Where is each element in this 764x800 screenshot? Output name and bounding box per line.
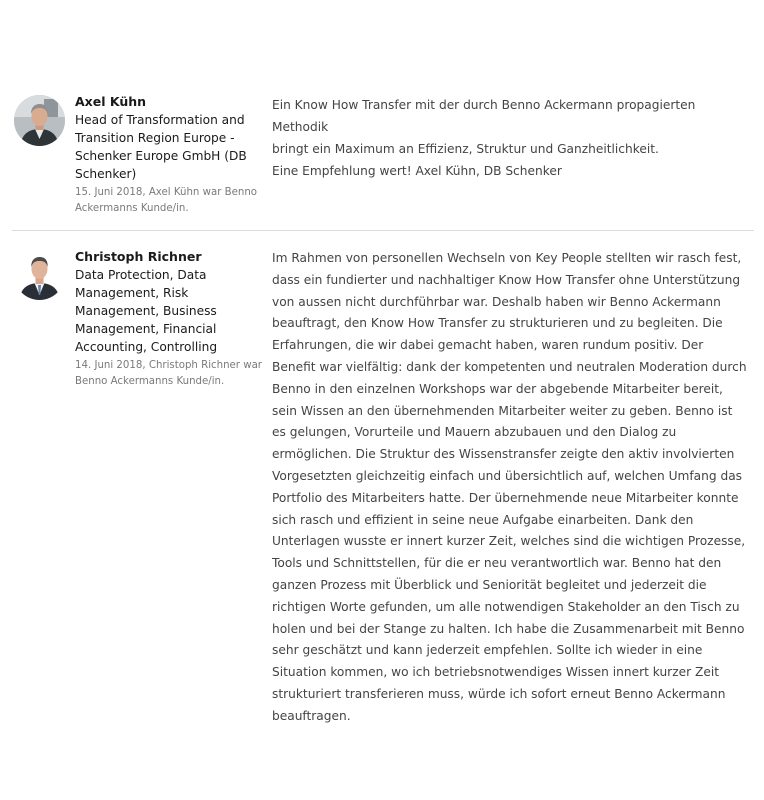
recommender-name[interactable]: Christoph Richner (75, 249, 202, 264)
recommendation-date: 15. Juni 2018, Axel Kühn war Benno Ackermanns Kunde/in. (75, 187, 258, 214)
recommendation-text: Im Rahmen von personellen Wechseln von Key People stellten wir rasch fest, dass ein fundierter und nachhaltiger Know How Transfer ohne Unterstützung von aussen nicht durchführbar war. Deshalb haben wir Benno Ackermann beauftragt, den Know How Transfer zu strukturieren und zu begleiten. Die Erfahrungen, die wir dabei gemacht haben, waren rundum positiv. Der Benefit war vielfältig: dank der kompetenten und neutralen Moderation durch Benno in den einzelnen Workshops war der abgebende Mitarbeiter bereit, sein Wissen an den übernehmenden Mitarbeiter weiter zu geben. Benno ist es gelungen, Vorurteile und Mauern abzubauen und den Dialog zu ermöglichen. Die Struktur des Wissenstransfer zeigte den aktiv involvierten Vorgesetzten gleichzeitig einfach und übersichtlich auf, welchen Umfang das Portfolio des Mitarbeiters hatte. Der übernehmende neue Mitarbeiter konnte sich rasch und effizient in seine neue Aufgabe einarbeiten. Dank den Unterlagen wusste er innert kurzer Zeit, welches sind die wichtigen Prozesse, Tools und Schnittstellen, für die er neu verantwortlich war. Benno hat den ganzen Prozess mit Überblick und Seniorität begleitet und jederzeit die richtigen Worte gefunden, um alle notwendigen Stakeholder an den Tisch zu holen und bei der Stange zu halten. Ich habe die Zusammenarbeit mit Benno sehr geschätzt und kann jederzeit empfehlen. Sollte ich wieder in eine Situation kommen, wo ich betriebsnotwendiges Wissen innert kurzer Zeit strukturiert transferieren muss, würde ich sofort erneut Benno Ackermann beauftragen. (272, 251, 747, 723)
recommender-headline: Head of Transformation and Transition Region Europe - Schenker Europe GmbH (DB Schenker) (75, 113, 247, 181)
divider (12, 230, 754, 231)
avatar[interactable] (14, 95, 65, 146)
recommendation-date: 14. Juni 2018, Christoph Richner war Benno Ackermanns Kunde/in. (75, 360, 262, 387)
person-photo-icon (14, 95, 65, 146)
recommendation-text: Ein Know How Transfer mit der durch Benno Ackermann propagierten Methodik bringt ein Maximum an Effizienz, Struktur und Ganzheitlichkeit. Eine Empfehlung wert! Axel Kühn, DB Schenker (272, 98, 696, 178)
avatar[interactable] (14, 249, 65, 300)
recommender-headline: Data Protection, Data Management, Risk Management, Business Management, Financial Accounting, Controlling (75, 268, 218, 354)
person-photo-icon (14, 249, 65, 300)
recommender-name[interactable]: Axel Kühn (75, 94, 147, 109)
